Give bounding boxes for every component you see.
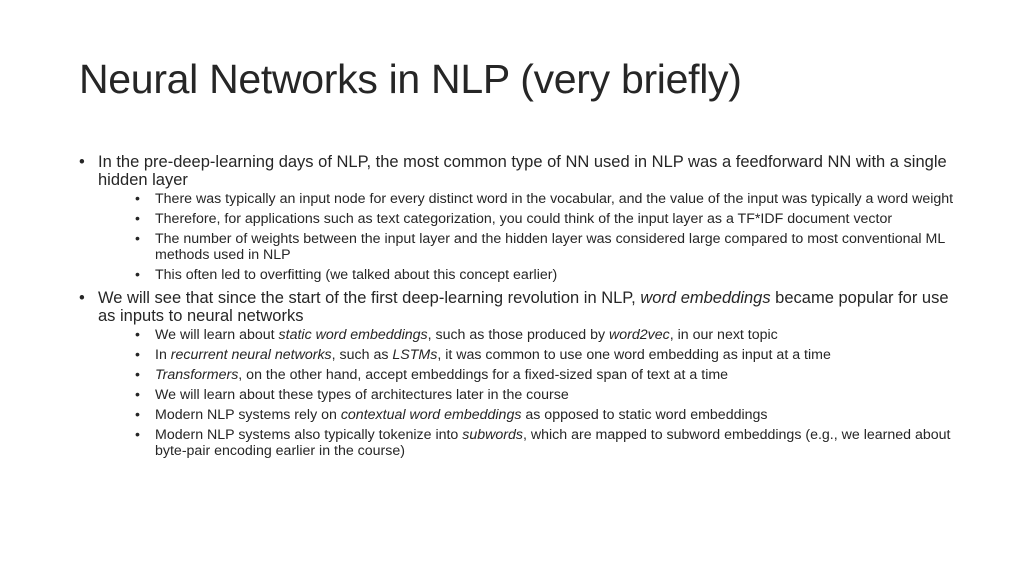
emphasis-text: word2vec (609, 327, 670, 343)
sub-bullet-point (98, 368, 954, 384)
emphasis-text: LSTMs (392, 347, 438, 363)
sub-bullet-point (98, 192, 954, 208)
emphasis-text: subwords (462, 427, 524, 443)
text-run: Modern NLP systems also typically tokenize into (155, 427, 463, 443)
sub-bullet-text (155, 327, 778, 343)
emphasis-text: contextual word embeddings (340, 407, 522, 423)
emphasis-text: Transformers (155, 367, 239, 383)
sub-bullet-text: The number of weights between the input layer and the hidden layer was considered large compared to most conventional ML methods used in NLP (155, 231, 945, 263)
sub-bullet-text: We will learn about these types of architectures later in the course (155, 387, 569, 403)
bullet-icon: • (135, 347, 140, 363)
sub-bullet-point (98, 232, 954, 263)
bullet-icon: • (135, 367, 140, 383)
bullet-icon: • (79, 153, 85, 171)
sub-bullet-text: This often led to overfitting (we talked about this concept earlier) (155, 266, 558, 283)
sub-bullet-point (98, 328, 954, 344)
bullet-list (79, 153, 954, 459)
sub-bullet-list (98, 192, 954, 283)
sub-bullet-point (98, 408, 954, 424)
bullet-icon: • (135, 211, 140, 227)
sub-bullet-text (155, 407, 768, 423)
bullet-icon: • (135, 407, 140, 423)
sub-bullet-point (98, 348, 954, 364)
slide-title: Neural Networks in NLP (very briefly) (79, 56, 742, 102)
bullet-text (98, 289, 949, 325)
text-run: , it was common to use one word embedding as input at a time (437, 347, 831, 363)
text-run: , such as those produced by (427, 327, 609, 343)
sub-bullet-point (98, 388, 954, 404)
bullet-icon: • (135, 266, 140, 283)
emphasis-text: word embeddings (640, 289, 771, 307)
sub-bullet-point (98, 428, 954, 459)
sub-bullet-text (155, 427, 950, 459)
bullet-icon: • (79, 289, 85, 307)
emphasis-text: recurrent neural networks (170, 347, 332, 363)
sub-bullet-text (155, 367, 728, 383)
bullet-icon: • (135, 427, 140, 443)
sub-bullet-text: Therefore, for applications such as text categorization, you could think of the input layer as a TF*IDF document vector (155, 211, 893, 227)
sub-bullet-text: There was typically an input node for every distinct word in the vocabular, and the value of the input was typically a word weight (155, 191, 954, 207)
bullet-text: In the pre-deep-learning days of NLP, the most common type of NN used in NLP was a feedforward NN with a single hidden layer (98, 153, 947, 189)
text-run: We will learn about (155, 327, 279, 343)
bullet-icon: • (135, 327, 140, 343)
bullet-point (79, 153, 954, 283)
text-run: In (155, 347, 171, 363)
bullet-icon: • (135, 231, 140, 247)
sub-bullet-point (98, 212, 954, 228)
text-run: Modern NLP systems rely on (155, 407, 341, 423)
text-run: , which are mapped to subword embeddings (e.g., we learned about byte-pair encoding earlier in the course) (155, 427, 951, 459)
text-run: became popular for use as inputs to neural networks (98, 289, 949, 325)
emphasis-text: static word embeddings (278, 327, 428, 343)
bullet-icon: • (135, 191, 140, 207)
slide-body (79, 153, 954, 465)
bullet-point (79, 289, 954, 459)
text-run: , such as (331, 347, 393, 363)
bullet-icon: • (135, 387, 140, 403)
sub-bullet-list (98, 328, 954, 459)
text-run: as opposed to static word embeddings (521, 407, 768, 423)
text-run: We will see that since the start of the first deep-learning revolution in NLP, (98, 289, 641, 307)
text-run: , on the other hand, accept embeddings for a fixed-sized span of text at a time (238, 367, 729, 383)
sub-bullet-point (98, 268, 954, 284)
text-run: , in our next topic (669, 327, 778, 343)
sub-bullet-text (155, 347, 831, 363)
